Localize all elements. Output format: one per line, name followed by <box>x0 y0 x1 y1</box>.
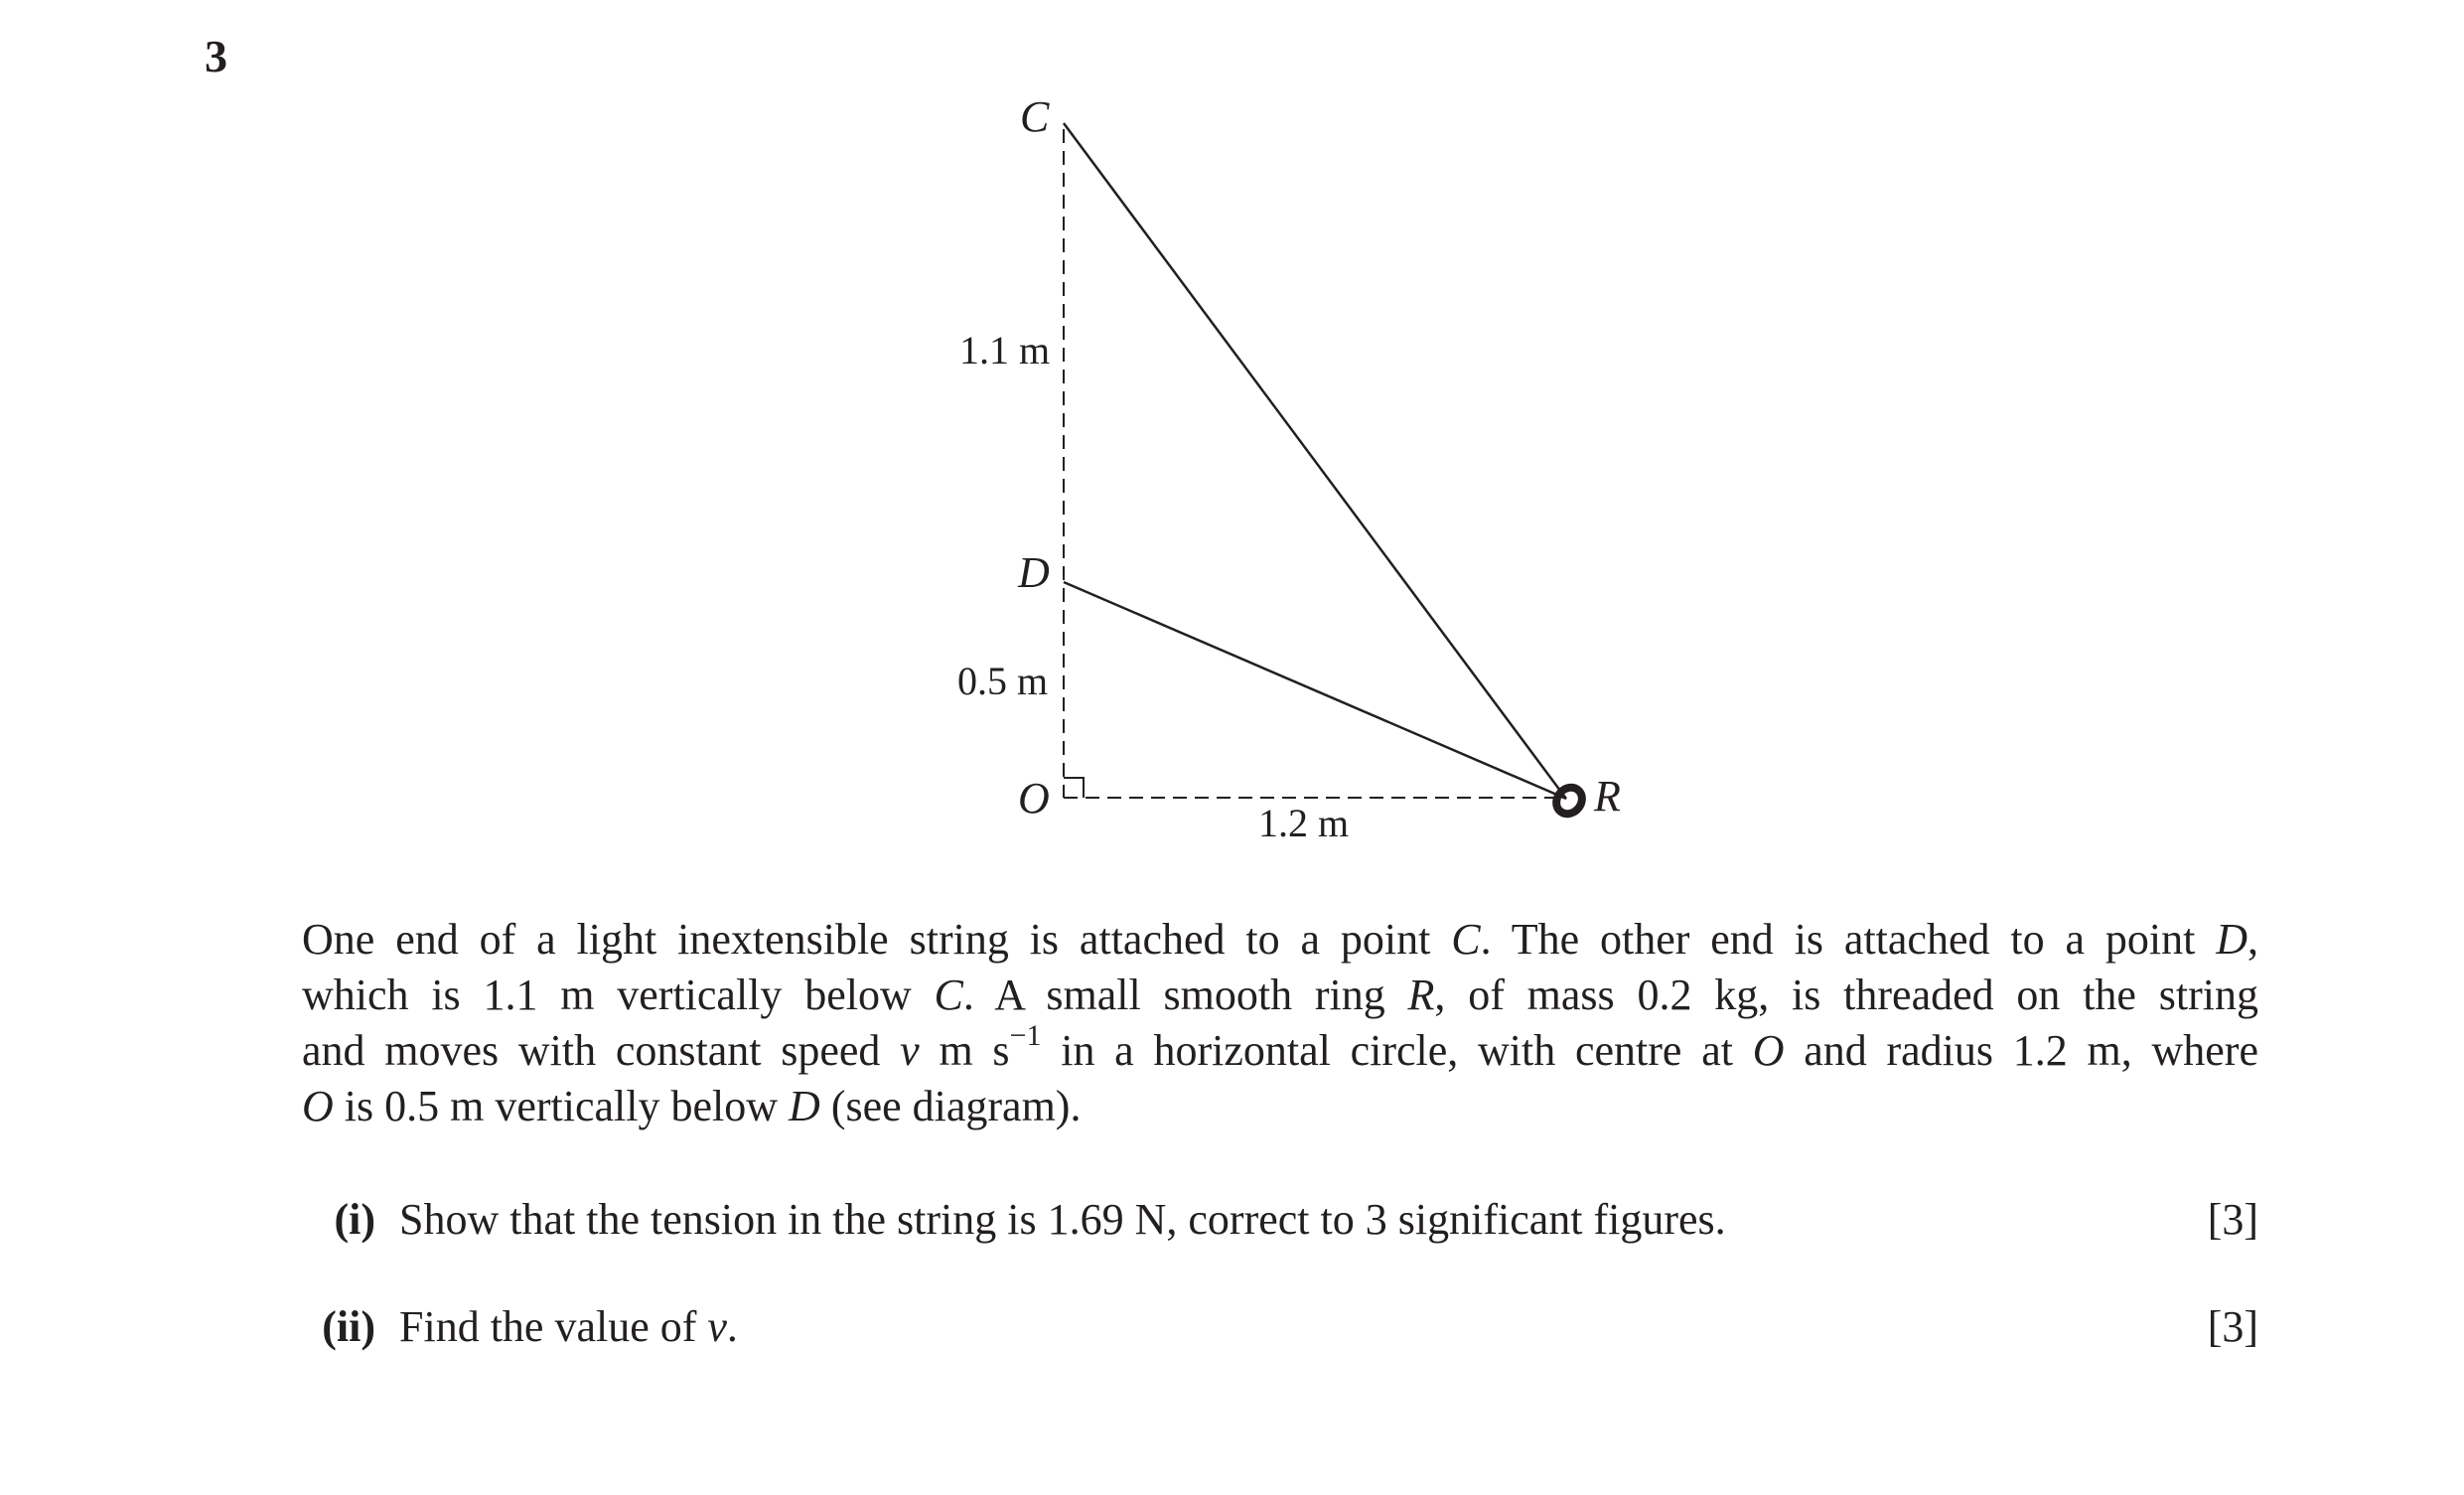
stem-line-2: which is 1.1 m vertically below C. A small smooth ring R, of mass 0.2 kg, is threaded on the string <box>302 971 2258 1019</box>
right-angle-marker <box>1064 778 1084 798</box>
label-R: R <box>1594 772 1621 821</box>
part-text: Find the value of v. <box>399 1302 738 1351</box>
string-segment-DR <box>1064 582 1566 799</box>
stem-line-3: and moves with constant speed v m $s^{-1}$ in a horizontal circle, with centre at O and radius 1.2 m, where <box>302 1019 2258 1075</box>
label-D: D <box>1018 548 1050 597</box>
label-O: O <box>1018 774 1050 822</box>
ring-R <box>1551 783 1587 820</box>
label-C: C <box>1020 92 1050 141</box>
part-marks: [3] <box>2207 1195 2258 1244</box>
part-label: (ii) <box>322 1302 375 1351</box>
label-length-DO: 0.5 m <box>957 659 1049 703</box>
string-segment-CR <box>1064 123 1566 799</box>
question-number: 3 <box>205 31 227 81</box>
label-length-CD: 1.1 m <box>959 328 1051 373</box>
stem-line-1: One end of a light inextensible string is attached to a point C. The other end is attached to a point D, <box>302 915 2259 964</box>
part-marks: [3] <box>2207 1302 2258 1351</box>
part-label: (i) <box>334 1195 375 1244</box>
label-length-OR: 1.2 m <box>1258 801 1350 845</box>
stem-line-4: O is 0.5 m vertically below D (see diagram). <box>302 1082 1082 1130</box>
part-text: Show that the tension in the string is 1.69 N, correct to 3 significant figures. <box>399 1195 1726 1244</box>
question-stem <box>302 912 2258 1134</box>
